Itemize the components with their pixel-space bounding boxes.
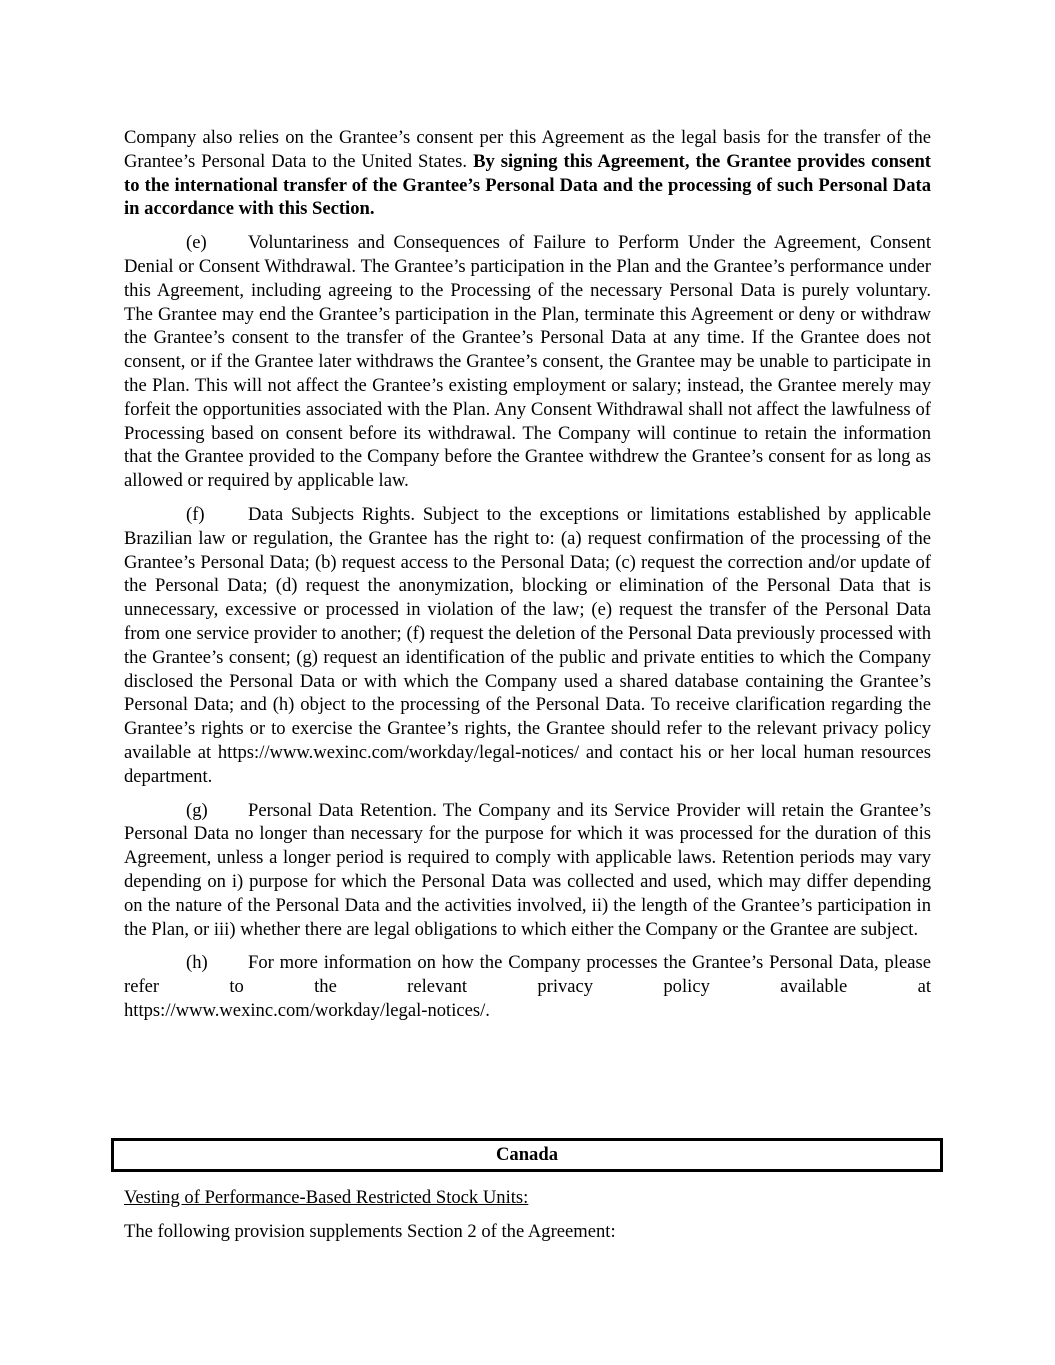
paragraph-e (124, 231, 931, 493)
paragraph-h (124, 951, 931, 999)
paragraph-g-text: Personal Data Retention. The Company and its Service Provider will retain the Grantee’s Personal Data no longer than necessary for the purpose for which it was processed for the duration of this Agreement, unless a longer period is required to comply with applicable laws. Retention periods may vary depending on i) purpose for which the Personal Data was collected and used, which may differ depending on the nature of the Personal Data and the activities involved, ii) the length of the Grantee’s participation in the Plan, or iii) whether there are legal obligations to which either the Company or the Grantee are subject. (124, 799, 931, 940)
paragraph-f (124, 503, 931, 789)
consent-statement: By signing this Agreement, the Grantee provides consent to the international transfer of the Grantee’s Personal Data and the processing of such Personal Data in accordance with this Section. (124, 150, 931, 220)
paragraph-g-label: (g) (186, 799, 208, 821)
paragraph-h-label: (h) (186, 952, 208, 974)
vesting-subheading: Vesting of Performance-Based Restricted Stock Units: (124, 1187, 529, 1208)
intro-paragraph (124, 126, 931, 221)
canada-section (124, 1186, 931, 1254)
paragraph-e-text: Voluntariness and Consequences of Failure to Perform Under the Agreement, Consent Denial or Consent Withdrawal. The Grantee’s participation in the Plan and the Grantee’s performance under this Agreement, including agreeing to the Processing of the necessary Personal Data is purely voluntary. The Grantee may end the Grantee’s participation in the Plan, terminate this Agreement or deny or withdraw the Grantee’s consent to the transfer of the Grantee’s Personal Data at any time. If the Grantee does not consent, or if the Grantee later withdraws the Grantee’s consent, the Grantee may be unable to participate in the Plan. This will not affect the Grantee’s existing employment or salary; instead, the Grantee merely may forfeit the opportunities associated with the Plan. Any Consent Withdrawal shall not affect the lawfulness of Processing based on consent before its withdrawal. The Company will continue to retain the information that the Grantee provided to the Company before the Grantee withdrew the Grantee’s consent for as long as allowed or required by applicable law. (124, 232, 931, 492)
intro-text: Company also relies on the Grantee’s consent per this Agreement as the legal basis for the transfer of the Grantee’s Personal Data to the United States. (124, 127, 931, 172)
paragraph-e-label: (e) (186, 232, 207, 254)
paragraph-f-text: Data Subjects Rights. Subject to the exceptions or limitations established by applicable Brazilian law or regulation, the Grantee has the right to: (a) request confirmation of the processing of the Grantee’s Personal Data; (b) request access to the Personal Data; (c) request the correction and/or update of the Personal Data; (d) request the anonymization, blocking or elimination of the Personal Data that is unnecessary, excessive or processed in violation of the law; (e) request the transfer of the Personal Data from one service provider to another; (f) request the deletion of the Personal Data previously processed with the Grantee’s consent; (g) request an identification of the public and private entities to which the Company disclosed the Personal Data or with which the Company used a shared database containing the Grantee’s Personal Data; and (h) object to the processing of the Personal Data. To receive clarification regarding the Grantee’s rights or to exercise the Grantee’s rights, the Grantee should refer to the relevant privacy policy available at https://www.wexinc.com/workday/legal-notices/ and contact his or her local human resources department. (124, 503, 931, 787)
country-heading-canada (111, 1138, 943, 1172)
paragraph-h-text: For more information on how the Company processes the Grantee’s Personal Data, please refer to the relevant privacy policy available at (124, 952, 931, 998)
paragraph-h-url: https://www.wexinc.com/workday/legal-notices/. (124, 999, 490, 1021)
supplement-line: The following provision supplements Section 2 of the Agreement: (124, 1220, 616, 1242)
country-heading-text: Canada (495, 1144, 558, 1165)
document-body (124, 126, 931, 1033)
paragraph-g (124, 799, 931, 942)
paragraph-f-label: (f) (186, 503, 205, 525)
